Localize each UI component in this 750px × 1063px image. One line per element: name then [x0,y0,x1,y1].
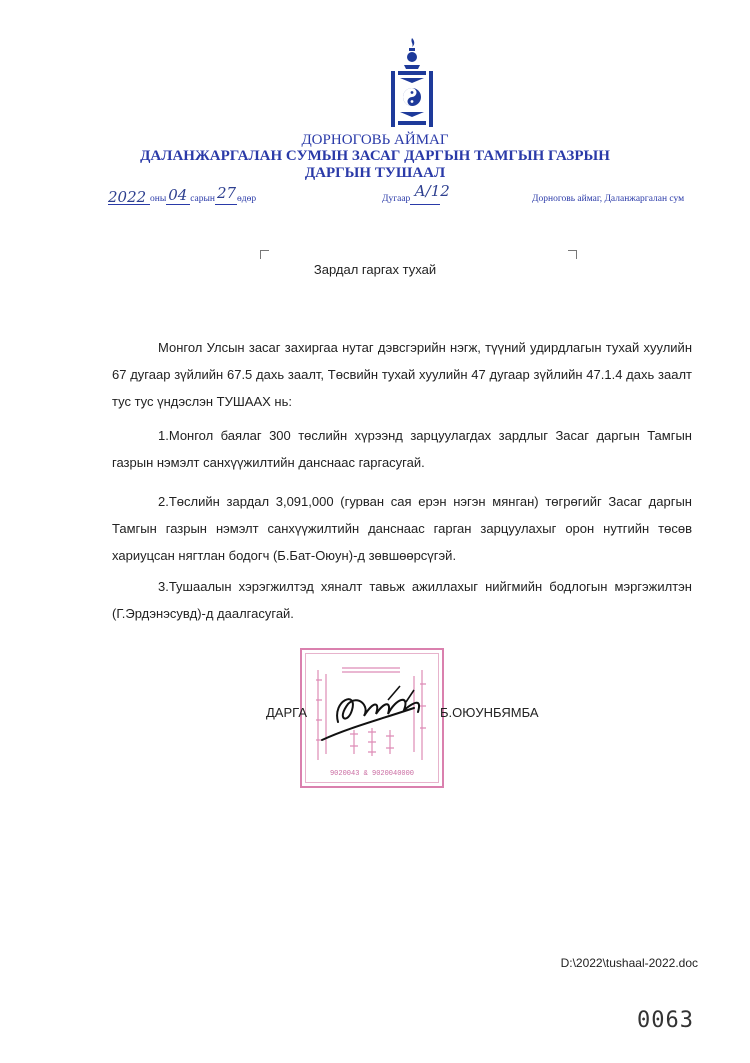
day-label: өдөр [237,194,257,204]
signature-mark [318,680,448,750]
state-emblem-icon [388,38,436,130]
paragraph-preamble: Монгол Улсын засаг захиргаа нутаг дэвсгэрийн нэгж, түүний удирдлагын тухай хуулийн 67 дугаар зүйлийн 67.5 дахь заалт, Төсвийн тухай хуулийн 47 дугаар зүйлийн 47.1.4 дахь заалт тус тус үндэслэн ТУШААХ нь: [112,340,692,409]
stamp-number: 9020043 & 9020040000 [329,770,414,778]
date-year: 2022 [108,188,147,206]
place: Дорноговь аймаг, Даланжаргалан сум [532,194,685,204]
paragraph-order-2: 2.Төслийн зардал 3,091,000 (гурван сая ерэн нэгэн мянган) төгрөгийг Засаг даргын Тамгын газрын нэмэлт санхүүжилтийн данснаас гарган зарцуулахыг орон нутгийн төсөв хариуцсан нягтлан бодогч (Б.Бат-Оюун)-д зөвшөөрсүгэй. [112,494,692,563]
date-day: 27 [217,184,237,202]
date-month: 04 [168,186,188,204]
number-blank [410,182,450,205]
file-path: D:\2022\tushaal-2022.doc [560,956,698,970]
aimag-heading: ДОРНОГОВЬ АЙМАГ [301,132,449,148]
paragraph-order-3: 3.Тушаалын хэрэгжилтэд хяналт тавьж ажиллахыг нийгмийн бодлогын мэргэжилтэн (Г.Эрдэнэсувд)-д даалгасугай. [112,579,692,621]
date-month-blank [166,186,190,205]
page-number: 0063 [637,1008,694,1033]
month-label: сарын [190,194,215,204]
signatory-title: ДАРГА [266,705,307,720]
number-line [382,182,450,205]
date-year-blank [108,188,150,206]
date-line [108,184,257,206]
subject: Зардал гаргах тухай [313,262,437,277]
date-day-blank [215,184,237,205]
office-heading: ДАЛАНЖАРГАЛАН СУМЫН ЗАСАГ ДАРГЫН ТАМГЫН ГАЗРЫН [140,148,610,164]
document-number: А/12 [414,182,450,200]
corner-mark-left [260,250,269,259]
corner-mark-right [568,250,577,259]
paragraph-order-1: 1.Монгол баялаг 300 төслийн хүрээнд зарцуулагдах зардлыг Засаг даргын Тамгын газрын нэмэлт санхүүжилтийн данснаас гаргасугай. [112,428,692,470]
signatory-name: Б.ОЮУНБЯМБА [440,705,539,720]
document-type-heading: ДАРГЫН ТУШААЛ [304,165,446,181]
year-label: оны [150,194,167,204]
number-label: Дугаар [382,194,411,204]
